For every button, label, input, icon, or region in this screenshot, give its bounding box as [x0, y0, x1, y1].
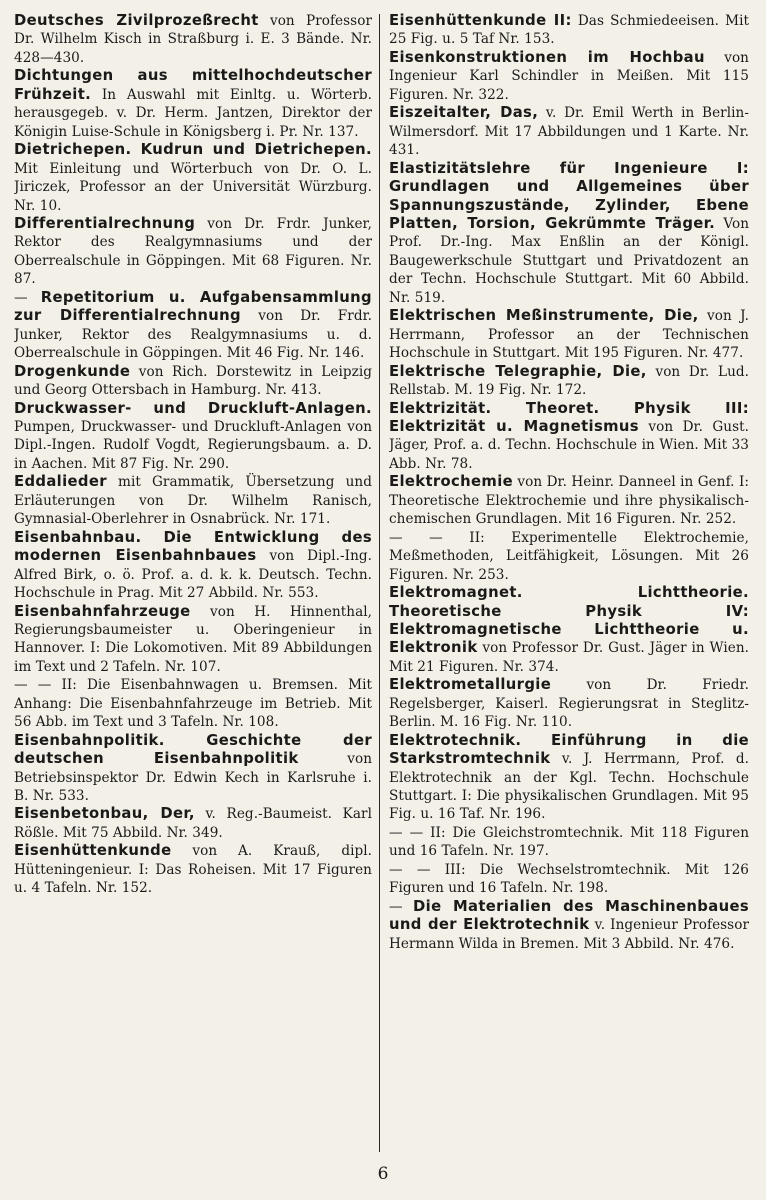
- entry-heading: Dietrichepen. Kudrun und Dietrichepen.: [14, 141, 372, 159]
- column-divider: [379, 14, 380, 1152]
- entry-heading: Eiszeitalter, Das,: [389, 104, 539, 122]
- catalog-entry: [389, 861, 749, 898]
- entry-heading: Eisenhüttenkunde II:: [389, 12, 572, 29]
- entry-heading: Elektrotechnik. Einführung in die Starkstromtechnik: [389, 731, 749, 768]
- catalog-entry: [389, 824, 749, 861]
- entry-dash: — —: [389, 824, 431, 841]
- entry-text: II: Die Gleichstromtechnik. Mit 118 Figuren und 16 Tafeln. Nr. 197.: [389, 824, 749, 860]
- entry-heading: Differentialrechnung: [14, 214, 196, 232]
- entry-heading: Eisenbetonbau, Der,: [14, 805, 195, 823]
- entry-heading: Elektrochemie: [389, 473, 514, 491]
- entry-text: von Rich. Dorstewitz in Leipzig und Georg Ottersbach in Hamburg. Nr. 413.: [14, 363, 372, 399]
- entry-heading: Die Materialien des Maschinenbaues und der Elektrotechnik: [389, 897, 749, 934]
- entry-heading: Eisenbahnfahrzeuge: [14, 602, 191, 620]
- catalog-entry: [389, 49, 749, 104]
- entry-dash: — —: [14, 677, 62, 694]
- left-column: [14, 12, 372, 1152]
- entry-text: Mit Einleitung und Wörterbuch von Dr. O. L. Jiriczek, Professor an der Universität Würzburg. Nr. 10.: [14, 160, 372, 214]
- entry-heading: Druckwasser- und Druckluft-Anlagen.: [14, 399, 372, 417]
- catalog-entry: [389, 400, 749, 474]
- entry-dash: — —: [389, 861, 445, 878]
- catalog-entry: [14, 842, 372, 897]
- right-column: [389, 12, 749, 1152]
- entry-heading: Eisenkonstruktionen im Hochbau: [389, 48, 705, 66]
- entry-heading: Elektrischen Meßinstrumente, Die,: [389, 307, 699, 325]
- entry-dash: —: [14, 289, 41, 306]
- entry-heading: Eisenhüttenkunde: [14, 842, 172, 860]
- entry-heading: Drogenkunde: [14, 362, 131, 380]
- entry-dash: — —: [389, 529, 470, 546]
- entry-text: Von Prof. Dr.-Ing. Max Enßlin an der Königl. Baugewerkschule Stuttgart und Privatdozent an der Techn. Hochschule Stuttgart. Mit 60 Abbild. Nr. 519.: [389, 215, 749, 306]
- catalog-entry: [14, 215, 372, 289]
- entry-text: v. Ingenieur Professor Hermann Wilda in Bremen. Mit 3 Abbild. Nr. 476.: [389, 917, 749, 952]
- entry-text: Pumpen, Druckwasser- und Druckluft-Anlagen von Dipl.-Ingen. Rudolf Vogdt, Regierungsbaum. a. D. in Aachen. Mit 87 Fig. Nr. 290.: [14, 418, 372, 472]
- catalog-entry: [14, 141, 372, 215]
- entry-text: III: Die Wechselstromtechnik. Mit 126 Figuren und 16 Tafeln. Nr. 198.: [389, 861, 749, 897]
- catalog-entry: [14, 400, 372, 474]
- catalog-entry: [389, 676, 749, 731]
- entry-text: von Ingenieur Karl Schindler in Meißen. Mit 115 Figuren. Nr. 322.: [389, 49, 749, 103]
- entry-heading: Eisenbahnbau. Die Entwicklung des modernen Eisenbahnbaues: [14, 528, 372, 565]
- entry-text: von Professor Dr. Wilhelm Kisch in Straßburg i. E. 3 Bände. Nr. 428—430.: [14, 13, 372, 66]
- entry-heading: Elektrische Telegraphie, Die,: [389, 362, 647, 380]
- catalog-entry: [14, 473, 372, 528]
- catalog-entry: [389, 584, 749, 676]
- entry-text: von Dr. Frdr. Junker, Rektor des Realgymnasiums u. d. Oberrealschule in Göppingen. Mit 46 Fig. Nr. 146.: [14, 308, 372, 362]
- entry-heading: Elektromagnet. Lichttheorie. Theoretische Physik IV: Elektromagnetische Lichttheorie u. Elektronik: [389, 584, 749, 657]
- entry-text: In Auswahl mit Einltg. u. Wörterb. herausgegeb. v. Dr. Herm. Jantzen, Direktor der Königin Luise-Schule in Königsberg i. Pr. Nr. 137.: [14, 86, 372, 140]
- entry-text: von Dr. Friedr. Regelsberger, Kaiserl. Regierungsrat in Steglitz-Berlin. M. 16 Fig. Nr. 110.: [389, 677, 749, 731]
- catalog-entry: [14, 529, 372, 603]
- catalog-entry: [14, 289, 372, 363]
- entry-text: von Betriebsinspektor Dr. Edwin Kech in Karlsruhe i. B. Nr. 533.: [14, 751, 372, 805]
- entry-text: von Dr. Heinr. Danneel in Genf. I: Theoretische Elektrochemie und ihre physikalisch-chemischen Grundlagen. Mit 16 Figuren. Nr. 252.: [389, 474, 749, 528]
- catalog-entry: [389, 732, 749, 824]
- catalog-entry: [14, 732, 372, 806]
- entry-heading: Dichtungen aus mittelhochdeutscher Frühzeit.: [14, 67, 372, 103]
- entry-heading: Eddalieder: [14, 473, 107, 491]
- catalog-entry: [14, 805, 372, 842]
- entry-text: von Dipl.-Ing. Alfred Birk, o. ö. Prof. a. d. k. k. Deutsch. Techn. Hochschule in Prag. Mit 27 Abbild. Nr. 553.: [14, 548, 372, 602]
- catalog-entry: [389, 473, 749, 528]
- entry-text: von H. Hinnenthal, Regierungsbaumeister u. Oberingenieur in Hannover. I: Die Lokomotiven. Mit 89 Abbildungen im Text und 2 Tafeln. Nr. 107.: [14, 603, 372, 675]
- entry-text: von Dr. Frdr. Junker, Rektor des Realgymnasiums und der Oberrealschule in Göppingen. Mit 68 Figuren. Nr. 87.: [14, 215, 372, 288]
- catalog-entry: [389, 12, 749, 49]
- catalog-entry: [14, 67, 372, 141]
- catalog-entry: [14, 363, 372, 400]
- entry-text: von Professor Dr. Gust. Jäger in Wien. Mit 21 Figuren. Nr. 374.: [389, 640, 749, 675]
- entry-text: II: Experimentelle Elektrochemie, Meßmethoden, Leitfähigkeit, Lösungen. Mit 26 Figuren. Nr. 253.: [389, 529, 749, 583]
- entry-text: von Dr. Lud. Rellstab. M. 19 Fig. Nr. 172.: [389, 363, 749, 399]
- entry-text: von J. Herrmann, Professor an der Technischen Hochschule in Stuttgart. Mit 195 Figuren. Nr. 477.: [389, 308, 749, 362]
- entry-text: v. J. Herrmann, Prof. d. Elektrotechnik an der Kgl. Techn. Hochschule Stuttgart. I: Die physikalischen Grundlagen. Mit 95 Fig. u. 16 Taf. Nr. 196.: [389, 751, 749, 823]
- catalog-entry: [389, 363, 749, 400]
- catalog-entry: [389, 104, 749, 159]
- catalog-entry: [389, 898, 749, 953]
- catalog-entry: [389, 160, 749, 308]
- entry-heading: Elastizitätslehre für Ingenieure I: Grundlagen und Allgemeines über Spannungszustände, Zylinder, Ebene Platten, Torsion, Gekrümmte Träger.: [389, 159, 749, 232]
- entry-text: von A. Krauß, dipl. Hütteningenieur. I: Das Roheisen. Mit 17 Figuren u. 4 Tafeln. Nr. 152.: [14, 843, 372, 897]
- catalog-entry: [389, 529, 749, 584]
- entry-text: mit Grammatik, Übersetzung und Erläuterungen von Dr. Wilhelm Ranisch, Gymnasial-Oberlehrer in Osnabrück. Nr. 171.: [14, 474, 372, 528]
- entry-heading: Elektrizität. Theoret. Physik III: Elektrizität u. Magnetismus: [389, 399, 749, 435]
- entry-text: II: Die Eisenbahnwagen u. Bremsen. Mit Anhang: Die Eisenbahnfahrzeuge im Betrieb. Mit 56 Abb. im Text und 3 Tafeln. Nr. 108.: [14, 677, 372, 731]
- entry-text: von Dr. Gust. Jäger, Prof. a. d. Techn. Hochschule in Wien. Mit 33 Abb. Nr. 78.: [389, 418, 749, 472]
- entry-heading: Repetitorium u. Aufgabensammlung zur Differentialrechnung: [14, 288, 372, 325]
- page-number: 6: [377, 1164, 389, 1184]
- catalog-entry: [14, 603, 372, 677]
- entry-dash: —: [389, 898, 414, 915]
- catalog-entry: [389, 307, 749, 362]
- entry-heading: Eisenbahnpolitik. Geschichte der deutschen Eisenbahnpolitik: [14, 731, 372, 768]
- entry-text: v. Dr. Emil Werth in Berlin-Wilmersdorf. Mit 17 Abbildungen und 1 Karte. Nr. 431.: [389, 105, 749, 159]
- catalog-entry: [14, 12, 372, 67]
- entry-heading: Elektrometallurgie: [389, 676, 552, 694]
- entry-text: v. Reg.-Baumeist. Karl Rößle. Mit 75 Abbild. Nr. 349.: [14, 806, 372, 841]
- entry-heading: Deutsches Zivilprozeßrecht: [14, 12, 259, 29]
- catalog-entry: [14, 676, 372, 731]
- entry-text: Das Schmiedeeisen. Mit 25 Fig. u. 5 Taf Nr. 153.: [389, 13, 749, 48]
